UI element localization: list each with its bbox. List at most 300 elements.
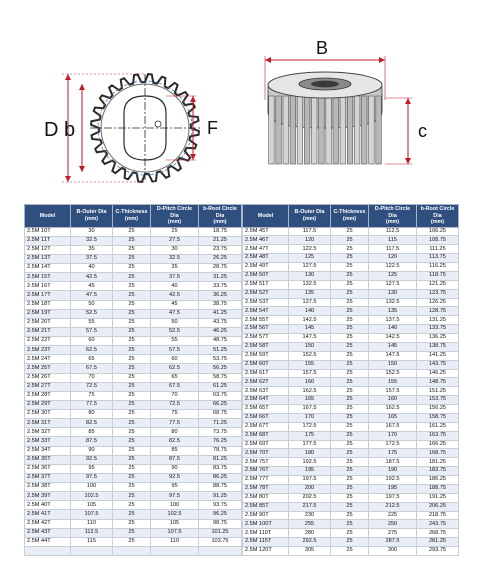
model-cell: 2.5M 23T — [25, 346, 71, 355]
table-row — [25, 410, 242, 419]
side-tooth — [326, 96, 332, 164]
value-cell: 127.5 — [369, 280, 417, 289]
value-cell: 102.5 — [151, 510, 199, 519]
table-row — [25, 400, 242, 409]
table-row — [243, 422, 459, 431]
value-cell: 172.5 — [289, 422, 331, 431]
table-row — [243, 529, 459, 538]
side-tooth — [347, 96, 353, 164]
value-cell: 225 — [369, 511, 417, 520]
value-cell: 25 — [331, 360, 369, 369]
value-cell: 137.5 — [289, 298, 331, 307]
table-row — [243, 325, 459, 334]
value-cell: 28.75 — [199, 264, 242, 273]
model-cell: 2.5M 49T — [243, 263, 289, 272]
value-cell: 46.25 — [199, 327, 242, 336]
value-cell: 80 — [151, 428, 199, 437]
value-cell: 305 — [289, 547, 331, 556]
table-row — [25, 346, 242, 355]
model-cell: 2.5M 62T — [243, 378, 289, 387]
table-row — [25, 546, 242, 555]
value-cell: 202.5 — [289, 493, 331, 502]
value-cell: 92.5 — [71, 455, 113, 464]
value-cell: 97.5 — [71, 473, 113, 482]
value-cell: 25 — [113, 537, 151, 546]
value-cell: 52.5 — [151, 327, 199, 336]
value-cell: 25 — [331, 449, 369, 458]
value-cell: 192.5 — [289, 458, 331, 467]
value-cell: 25 — [331, 245, 369, 254]
value-cell: 181.25 — [417, 458, 459, 467]
model-cell: 2.5M 57T — [243, 334, 289, 343]
value-cell: 25 — [113, 483, 151, 492]
model-cell: 2.5M 64T — [243, 396, 289, 405]
value-cell: 25 — [331, 236, 369, 245]
value-cell: 180 — [289, 449, 331, 458]
side-tooth — [283, 96, 289, 164]
value-cell: 76.25 — [199, 437, 242, 446]
value-cell: 25 — [113, 282, 151, 291]
value-cell: 120 — [289, 236, 331, 245]
table-row — [25, 236, 242, 245]
model-cell: 2.5M 68T — [243, 431, 289, 440]
value-cell: 25 — [331, 422, 369, 431]
model-cell: 2.5M 20T — [25, 318, 71, 327]
value-cell: 161.25 — [417, 422, 459, 431]
value-cell: 25 — [331, 271, 369, 280]
value-cell: 25 — [331, 529, 369, 538]
value-cell: 25 — [331, 413, 369, 422]
value-cell: 117.5 — [369, 245, 417, 254]
table-body-right — [243, 227, 459, 556]
value-cell: 82.5 — [151, 437, 199, 446]
table-row — [243, 289, 459, 298]
value-cell: 25 — [331, 476, 369, 485]
value-cell: 60 — [151, 355, 199, 364]
value-cell: 25 — [331, 431, 369, 440]
value-cell: 156.25 — [417, 405, 459, 414]
value-cell: 62.5 — [151, 364, 199, 373]
value-cell: 25 — [113, 337, 151, 346]
value-cell: 85 — [151, 446, 199, 455]
value-cell: 25 — [331, 484, 369, 493]
table-row — [25, 492, 242, 501]
value-cell: 96.25 — [199, 510, 242, 519]
value-cell: 40 — [71, 264, 113, 273]
value-cell: 116.25 — [417, 263, 459, 272]
column-header-line1: B-Outer Dia — [294, 209, 325, 216]
table-row — [243, 440, 459, 449]
label-F: F — [207, 118, 218, 138]
value-cell: 152.5 — [289, 351, 331, 360]
column-header-line2: (mm) — [302, 215, 317, 222]
dimension-c — [385, 98, 427, 164]
value-cell: 25 — [331, 263, 369, 272]
table-row — [25, 510, 242, 519]
side-tooth — [362, 96, 368, 164]
value-cell: 87.5 — [71, 437, 113, 446]
model-cell: 2.5M 22T — [25, 337, 71, 346]
value-cell: 112.5 — [369, 227, 417, 236]
value-cell: 167.5 — [289, 405, 331, 414]
column-header-line1: Model — [257, 212, 274, 219]
value-cell: 287.5 — [369, 538, 417, 547]
value-cell: 155 — [369, 378, 417, 387]
value-cell: 38.75 — [199, 300, 242, 309]
value-cell: 160 — [289, 378, 331, 387]
value-cell: 25 — [331, 280, 369, 289]
value-cell: 188.75 — [417, 484, 459, 493]
model-cell: 2.5M 16T — [25, 282, 71, 291]
table-row — [243, 387, 459, 396]
value-cell: 25 — [331, 467, 369, 476]
value-cell: 25 — [113, 437, 151, 446]
value-cell: 281.25 — [417, 538, 459, 547]
model-cell: 2.5M 46T — [243, 236, 289, 245]
value-cell: 25 — [331, 298, 369, 307]
value-cell: 25 — [113, 464, 151, 473]
model-cell: 2.5M 70T — [243, 449, 289, 458]
model-cell: 2.5M 32T — [25, 428, 71, 437]
value-cell: 56.25 — [199, 364, 242, 373]
side-tooth — [297, 96, 303, 164]
value-cell: 27.5 — [151, 236, 199, 245]
value-cell: 25 — [331, 405, 369, 414]
value-cell: 25 — [331, 520, 369, 529]
value-cell: 145 — [289, 325, 331, 334]
value-cell: 300 — [369, 547, 417, 556]
value-cell: 115 — [369, 236, 417, 245]
model-cell: 2.5M 43T — [25, 528, 71, 537]
value-cell: 25 — [113, 510, 151, 519]
value-cell: 26.25 — [199, 254, 242, 263]
model-cell: 2.5M 13T — [25, 254, 71, 263]
model-cell: 2.5M 61T — [243, 369, 289, 378]
column-header — [71, 205, 113, 228]
model-cell: 2.5M 76T — [243, 467, 289, 476]
value-cell: 92.5 — [151, 473, 199, 482]
value-cell: 47.5 — [71, 291, 113, 300]
table-row — [243, 245, 459, 254]
value-cell: 113.75 — [417, 254, 459, 263]
table-header-row — [25, 205, 242, 228]
table-row — [243, 307, 459, 316]
value-cell: 150 — [289, 342, 331, 351]
table-header-row — [243, 205, 459, 228]
value-cell: 243.75 — [417, 520, 459, 529]
value-cell: 25 — [113, 309, 151, 318]
spec-table-right — [242, 204, 459, 556]
table-row — [243, 271, 459, 280]
value-cell: 78.75 — [199, 446, 242, 455]
value-cell: 82.5 — [71, 419, 113, 428]
table-row — [243, 316, 459, 325]
model-cell: 2.5M 58T — [243, 342, 289, 351]
model-cell: 2.5M 34T — [25, 446, 71, 455]
column-header — [151, 205, 199, 228]
value-cell: 128.75 — [417, 307, 459, 316]
model-cell: 2.5M 10T — [25, 227, 71, 236]
value-cell: 55 — [151, 337, 199, 346]
value-cell: 67.5 — [71, 364, 113, 373]
value-cell: 25 — [113, 501, 151, 510]
value-cell: 21.25 — [199, 236, 242, 245]
model-cell: 2.5M 115T — [243, 538, 289, 547]
value-cell: 293.75 — [417, 547, 459, 556]
value-cell: 108.75 — [417, 236, 459, 245]
value-cell: 70 — [71, 373, 113, 382]
value-cell — [71, 546, 113, 555]
model-cell: 2.5M 56T — [243, 325, 289, 334]
value-cell: 102.5 — [71, 492, 113, 501]
column-header-line2: (mm) — [213, 219, 227, 225]
value-cell: 25 — [331, 493, 369, 502]
value-cell: 86.25 — [199, 473, 242, 482]
side-tooth — [304, 96, 310, 164]
table-row — [25, 364, 242, 373]
value-cell: 132.5 — [369, 298, 417, 307]
value-cell: 51.25 — [199, 346, 242, 355]
column-header-line2: (mm) — [430, 219, 445, 225]
model-cell: 2.5M 66T — [243, 413, 289, 422]
model-cell: 2.5M 25T — [25, 364, 71, 373]
value-cell: 106.25 — [417, 227, 459, 236]
value-cell: 165 — [369, 413, 417, 422]
value-cell: 162.5 — [369, 405, 417, 414]
value-cell: 280 — [289, 529, 331, 538]
value-cell: 72.5 — [151, 400, 199, 409]
table-row — [243, 449, 459, 458]
value-cell: 292.5 — [289, 538, 331, 547]
model-cell: 2.5M 35T — [25, 455, 71, 464]
value-cell: 25 — [151, 227, 199, 236]
value-cell: 30 — [151, 245, 199, 254]
value-cell: 35 — [151, 264, 199, 273]
value-cell: 25 — [331, 254, 369, 263]
table-row — [243, 334, 459, 343]
side-tooth — [276, 96, 282, 164]
value-cell: 141.25 — [417, 351, 459, 360]
model-cell: 2.5M 85T — [243, 502, 289, 511]
value-cell: 135 — [369, 307, 417, 316]
value-cell: 50 — [71, 300, 113, 309]
value-cell: 172.5 — [369, 440, 417, 449]
value-cell: 25 — [113, 492, 151, 501]
value-cell: 25 — [331, 511, 369, 520]
value-cell: 25 — [331, 325, 369, 334]
value-cell: 135 — [289, 289, 331, 298]
table-row — [243, 254, 459, 263]
model-cell: 2.5M 59T — [243, 351, 289, 360]
side-gear-bore — [311, 81, 339, 88]
value-cell: 25 — [331, 342, 369, 351]
value-cell: 68.75 — [199, 410, 242, 419]
value-cell: 85 — [71, 428, 113, 437]
value-cell: 126.25 — [417, 298, 459, 307]
value-cell: 152.5 — [369, 369, 417, 378]
value-cell: 25 — [331, 351, 369, 360]
gear-diagram — [0, 0, 480, 200]
value-cell: 58.75 — [199, 373, 242, 382]
value-cell: 25 — [113, 346, 151, 355]
value-cell: 42.5 — [71, 273, 113, 282]
model-cell: 2.5M 21T — [25, 327, 71, 336]
column-header — [369, 205, 417, 228]
column-header-line2: (mm) — [167, 219, 182, 225]
value-cell: 117.5 — [289, 227, 331, 236]
value-cell: 170 — [289, 413, 331, 422]
label-c: c — [418, 121, 427, 141]
model-cell: 2.5M 69T — [243, 440, 289, 449]
value-cell: 165 — [289, 396, 331, 405]
column-header — [113, 205, 151, 228]
column-header-line1: C-Thickness — [333, 209, 366, 216]
model-cell: 2.5M 65T — [243, 405, 289, 414]
table-row — [25, 501, 242, 510]
model-cell: 2.5M 90T — [243, 511, 289, 520]
value-cell: 25 — [331, 387, 369, 396]
value-cell: 142.5 — [369, 334, 417, 343]
table-row — [243, 236, 459, 245]
table-row — [25, 309, 242, 318]
value-cell: 168.75 — [417, 449, 459, 458]
value-cell: 138.75 — [417, 342, 459, 351]
value-cell: 25 — [113, 327, 151, 336]
table-row — [243, 458, 459, 467]
value-cell: 25 — [113, 410, 151, 419]
value-cell: 97.5 — [151, 492, 199, 501]
model-cell: 2.5M 52T — [243, 289, 289, 298]
table-row — [243, 360, 459, 369]
value-cell: 206.25 — [417, 502, 459, 511]
model-cell: 2.5M 39T — [25, 492, 71, 501]
value-cell: 250 — [369, 520, 417, 529]
table-row — [243, 405, 459, 414]
model-cell: 2.5M 44T — [25, 537, 71, 546]
value-cell: 191.25 — [417, 493, 459, 502]
front-gear-view — [90, 74, 200, 182]
value-cell: 157.5 — [289, 369, 331, 378]
column-header — [331, 205, 369, 228]
table-row — [243, 263, 459, 272]
model-cell: 2.5M 51T — [243, 280, 289, 289]
value-cell: 25 — [331, 396, 369, 405]
model-cell: 2.5M 63T — [243, 387, 289, 396]
value-cell: 25 — [331, 547, 369, 556]
value-cell: 25 — [113, 382, 151, 391]
value-cell: 60 — [71, 337, 113, 346]
value-cell: 25 — [331, 334, 369, 343]
value-cell: 131.25 — [417, 316, 459, 325]
table-row — [243, 227, 459, 236]
value-cell: 103.75 — [199, 537, 242, 546]
value-cell: 25 — [113, 519, 151, 528]
value-cell — [113, 546, 151, 555]
value-cell: 77.5 — [71, 400, 113, 409]
model-cell: 2.5M 11T — [25, 236, 71, 245]
value-cell: 25 — [331, 538, 369, 547]
column-header-line1: b-Root Circle Dia — [420, 206, 455, 219]
value-cell: 25 — [113, 473, 151, 482]
value-cell: 47.5 — [151, 309, 199, 318]
table-row — [25, 391, 242, 400]
value-cell — [199, 546, 242, 555]
side-tooth — [290, 96, 296, 164]
table-row — [25, 264, 242, 273]
value-cell: 120 — [369, 254, 417, 263]
table-row — [25, 300, 242, 309]
model-cell: 2.5M 26T — [25, 373, 71, 382]
value-cell: 118.75 — [417, 271, 459, 280]
value-cell: 30 — [71, 227, 113, 236]
value-cell: 45 — [71, 282, 113, 291]
column-header — [199, 205, 242, 228]
table-row — [243, 538, 459, 547]
value-cell: 25 — [331, 458, 369, 467]
value-cell: 25 — [113, 236, 151, 245]
value-cell: 175 — [289, 431, 331, 440]
value-cell: 25 — [113, 254, 151, 263]
value-cell: 140 — [369, 325, 417, 334]
value-cell: 75 — [151, 410, 199, 419]
model-cell: 2.5M 15T — [25, 273, 71, 282]
label-B: B — [316, 38, 329, 58]
column-header-line1: b-Root Circle Dia — [203, 206, 237, 219]
value-cell: 25 — [113, 245, 151, 254]
model-cell: 2.5M 60T — [243, 360, 289, 369]
value-cell: 57.5 — [71, 327, 113, 336]
model-cell: 2.5M 17T — [25, 291, 71, 300]
model-cell: 2.5M 28T — [25, 391, 71, 400]
value-cell: 90 — [71, 446, 113, 455]
value-cell: 37.5 — [71, 254, 113, 263]
table-row — [25, 437, 242, 446]
value-cell: 91.25 — [199, 492, 242, 501]
value-cell: 57.5 — [151, 346, 199, 355]
value-cell: 50 — [151, 318, 199, 327]
value-cell: 127.5 — [289, 263, 331, 272]
column-header — [25, 205, 71, 228]
table-row — [243, 547, 459, 556]
value-cell: 200 — [289, 484, 331, 493]
model-cell: 2.5M 75T — [243, 458, 289, 467]
value-cell: 95 — [151, 483, 199, 492]
column-header-line2: (mm) — [342, 215, 357, 222]
spec-table-left — [24, 204, 242, 556]
value-cell: 25 — [113, 264, 151, 273]
value-cell: 25 — [113, 227, 151, 236]
table-row — [25, 483, 242, 492]
column-header — [243, 205, 289, 228]
value-cell: 48.75 — [199, 337, 242, 346]
value-cell: 25 — [113, 291, 151, 300]
table-row — [243, 280, 459, 289]
model-cell: 2.5M 48T — [243, 254, 289, 263]
value-cell: 177.5 — [289, 440, 331, 449]
value-cell: 115 — [71, 537, 113, 546]
value-cell: 186.25 — [417, 476, 459, 485]
table-row — [25, 382, 242, 391]
side-tooth — [369, 96, 375, 164]
table-row — [243, 476, 459, 485]
column-header-line2: (mm) — [385, 219, 400, 225]
model-cell: 2.5M 55T — [243, 316, 289, 325]
table-row — [25, 519, 242, 528]
value-cell: 81.25 — [199, 455, 242, 464]
value-cell: 195 — [369, 484, 417, 493]
value-cell: 110 — [151, 537, 199, 546]
table-row — [25, 455, 242, 464]
